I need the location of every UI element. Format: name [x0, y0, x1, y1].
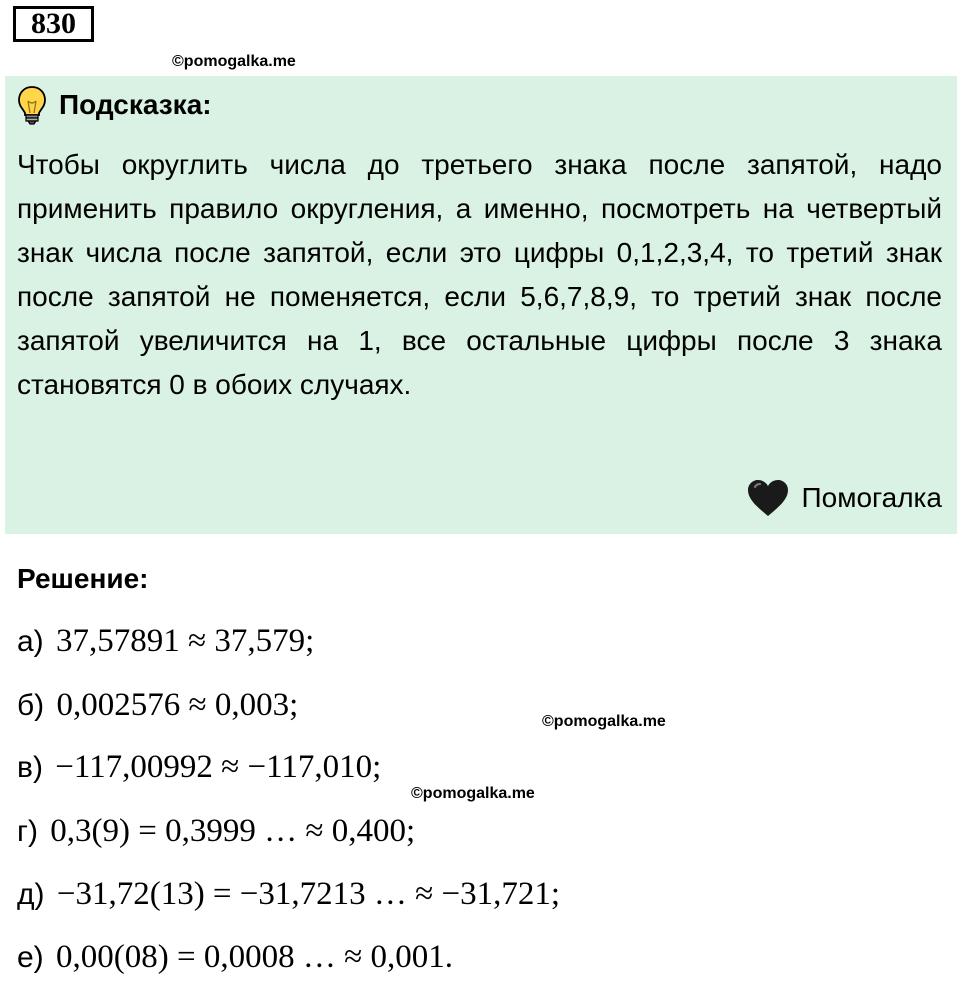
lightbulb-icon: [17, 85, 47, 125]
hint-title: Подсказка:: [59, 89, 212, 120]
solution-label: г): [17, 815, 38, 848]
hint-header: [17, 85, 212, 125]
solution-line: [17, 687, 298, 724]
solution-label: а): [17, 625, 44, 658]
solution-label: д): [17, 878, 45, 911]
solution-expression: −31,72(13) = −31,7213 … ≈ −31,721;: [56, 876, 561, 912]
solution-line: [17, 749, 381, 786]
watermark: ©pomogalka.me: [411, 785, 535, 802]
watermark: ©pomogalka.me: [542, 713, 666, 730]
solution-line: [17, 939, 453, 976]
solution-expression: 0,002576 ≈ 0,003;: [56, 687, 299, 723]
solution-label: е): [17, 941, 44, 974]
heart-icon: [746, 478, 790, 518]
solution-expression: −117,00992 ≈ −117,010;: [55, 749, 382, 785]
brand-name: Помогалка: [801, 482, 942, 513]
hint-text: Чтобы округлить числа до третьего знака после запятой, надо применить правило округления, а именно, посмотреть на четвертый знак числа после запятой, если это цифры 0,1,2,3,4, то третий знак после запятой не поменяется, если 5,6,7,8,9, то третий знак после запятой увеличится на 1, все остальные цифры после 3 знака становятся 0 в обоих случаях.: [17, 149, 942, 400]
solution-expression: 0,3(9) = 0,3999 … ≈ 0,400;: [50, 813, 416, 849]
solution-label: б): [17, 689, 45, 722]
solution-line: [17, 623, 314, 660]
task-number: 830: [13, 6, 94, 42]
solution-title: Решение:: [17, 563, 149, 594]
solution-expression: 0,00(08) = 0,0008 … ≈ 0,001.: [56, 939, 453, 975]
brand: [746, 476, 942, 520]
solution-line: [17, 876, 560, 913]
solution-label: в): [17, 751, 43, 784]
solution-line: [17, 813, 415, 850]
watermark: ©pomogalka.me: [172, 53, 296, 70]
solution-expression: 37,57891 ≈ 37,579;: [56, 623, 315, 659]
